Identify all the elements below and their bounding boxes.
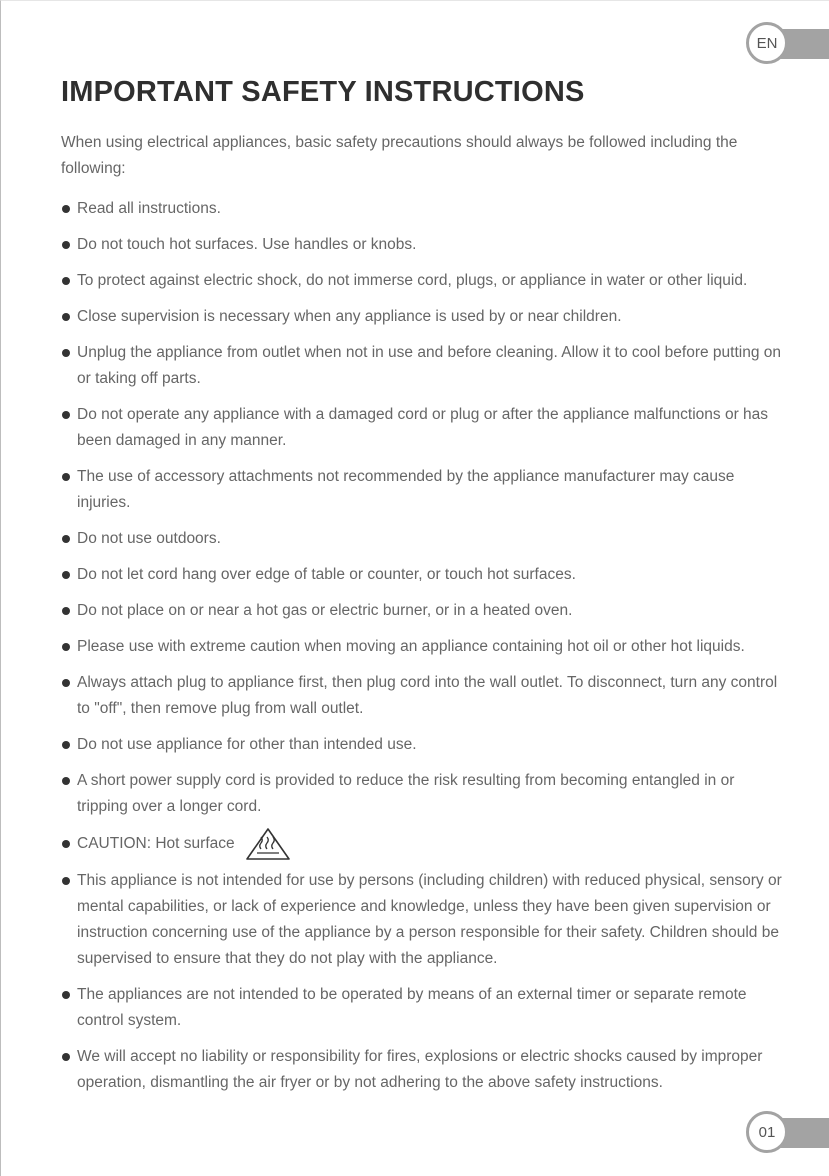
bullet-icon	[62, 877, 70, 885]
bullet-icon	[62, 277, 70, 285]
list-item-text: Do not place on or near a hot gas or electric burner, or in a heated oven.	[77, 602, 573, 619]
list-item	[61, 768, 786, 820]
bullet-icon	[62, 313, 70, 321]
list-item	[61, 1044, 786, 1096]
bullet-icon	[62, 349, 70, 357]
list-item-text: The use of accessory attachments not recommended by the appliance manufacturer may cause injuries.	[77, 468, 735, 511]
list-item-text: Do not let cord hang over edge of table or counter, or touch hot surfaces.	[77, 566, 576, 583]
safety-instruction-list	[61, 196, 786, 1106]
list-item-text: Do not touch hot surfaces. Use handles or knobs.	[77, 236, 417, 253]
caution-item	[61, 827, 786, 861]
intro-paragraph: When using electrical appliances, basic safety precautions should always be followed including the following:	[61, 134, 738, 177]
bullet-icon	[62, 473, 70, 481]
bullet-icon	[62, 411, 70, 419]
list-item	[61, 340, 786, 392]
list-item	[61, 670, 786, 722]
language-badge: EN	[746, 22, 788, 64]
bullet-icon	[62, 679, 70, 687]
bullet-icon	[62, 607, 70, 615]
list-item	[61, 268, 786, 294]
list-item-text: The appliances are not intended to be operated by means of an external timer or separate remote control system.	[77, 986, 747, 1029]
list-item	[61, 562, 786, 588]
bullet-icon	[62, 1053, 70, 1061]
list-item-text: A short power supply cord is provided to reduce the risk resulting from becoming entangled in or tripping over a longer cord.	[77, 772, 735, 815]
list-item-text: Unplug the appliance from outlet when not in use and before cleaning. Allow it to cool before putting on or taking off parts.	[77, 344, 781, 387]
list-item-text: To protect against electric shock, do not immerse cord, plugs, or appliance in water or other liquid.	[77, 272, 748, 289]
list-item	[61, 464, 786, 516]
list-item-text: We will accept no liability or responsibility for fires, explosions or electric shocks caused by improper operation, dismantling the air fryer or by not adhering to the above safety instructions.	[77, 1048, 763, 1091]
list-item-text: Read all instructions.	[77, 200, 221, 217]
list-item-text: Please use with extreme caution when moving an appliance containing hot oil or other hot liquids.	[77, 638, 745, 655]
caution-text: CAUTION: Hot surface	[77, 835, 235, 852]
list-item	[61, 868, 786, 972]
bullet-icon	[62, 741, 70, 749]
list-item	[61, 196, 786, 222]
page-title: IMPORTANT SAFETY INSTRUCTIONS	[61, 76, 585, 108]
list-item	[61, 732, 786, 758]
bullet-icon	[62, 643, 70, 651]
bullet-icon	[62, 535, 70, 543]
bullet-icon	[62, 777, 70, 785]
list-item	[61, 402, 786, 454]
list-item-text: Do not use appliance for other than intended use.	[77, 736, 417, 753]
bullet-icon	[62, 840, 70, 848]
bullet-icon	[62, 205, 70, 213]
list-item	[61, 526, 786, 552]
list-item-text: This appliance is not intended for use by persons (including children) with reduced physical, sensory or mental capabilities, or lack of experience and knowledge, unless they have been given supervision or instruction concerning use of the appliance by a person responsible for their safety. Children should be supervised to ensure that they do not play with the appliance.	[77, 872, 782, 967]
bullet-icon	[62, 991, 70, 999]
list-item	[61, 982, 786, 1034]
list-item	[61, 634, 786, 660]
hot-surface-icon	[245, 827, 291, 861]
list-item-text: Do not use outdoors.	[77, 530, 221, 547]
bullet-icon	[62, 571, 70, 579]
list-item-text: Close supervision is necessary when any appliance is used by or near children.	[77, 308, 622, 325]
list-item-text: Always attach plug to appliance first, then plug cord into the wall outlet. To disconnect, turn any control to "off", then remove plug from wall outlet.	[77, 674, 778, 717]
list-item-text: Do not operate any appliance with a damaged cord or plug or after the appliance malfunctions or has been damaged in any manner.	[77, 406, 769, 449]
bullet-icon	[62, 241, 70, 249]
list-item	[61, 232, 786, 258]
list-item	[61, 304, 786, 330]
list-item	[61, 598, 786, 624]
page-number-badge: 01	[746, 1111, 788, 1153]
